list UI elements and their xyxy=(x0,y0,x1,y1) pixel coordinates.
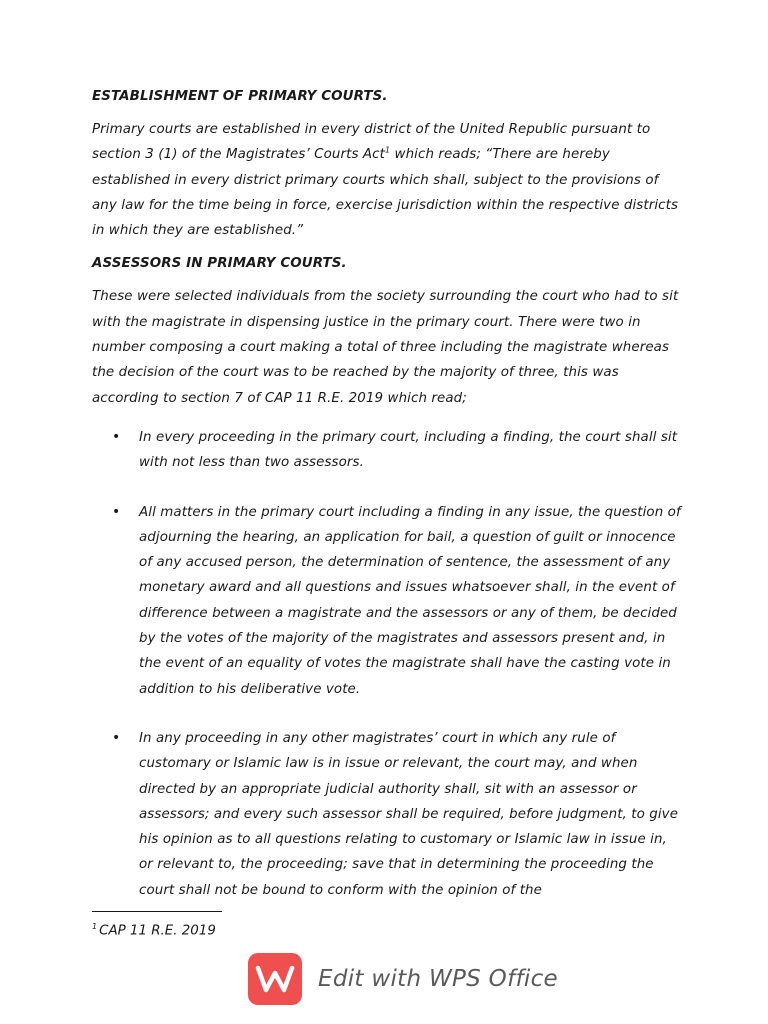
bullet-icon: • xyxy=(112,428,121,445)
paragraph-establishment-text-2: which reads; “There are hereby established in every district primary courts which shall, subject to the provisions of any law for the time being in force, exercise jurisdiction within the respective districts in which they are established.” xyxy=(92,147,679,239)
bullet-list xyxy=(92,425,682,903)
footnote xyxy=(92,916,216,942)
list-item-text: In any proceeding in any other magistrates’ court in which any rule of customary or Islamic law is in issue or relevant, the court may, and when directed by an appropriate judicial authority shall, sit with an assessor or assessors; and every such assessor shall be required, before judgment, to give his opinion as to all questions relating to customary or Islamic law in issue in, or relevant to, the proceeding; save that in determining the proceeding the court shall not be bound to conform with the opinion of the xyxy=(139,730,679,898)
paragraph-assessors: These were selected individuals from the society surrounding the court who had to sit with the magistrate in dispensing justice in the primary court. There were two in number composing a court making a total of three including the magistrate whereas the decision of the court was to be reached by the majority of three, this was according to section 7 of CAP 11 R.E. 2019 which read; xyxy=(92,289,679,406)
paragraph-establishment xyxy=(92,117,682,243)
wps-watermark-text: Edit with WPS Office xyxy=(318,966,558,992)
footnote-reference-mark[interactable]: 1 xyxy=(384,145,391,155)
wps-logo-icon xyxy=(248,953,302,1005)
bullet-icon: • xyxy=(112,729,121,746)
list-item-text: All matters in the primary court including a finding in any issue, the question of adjourning the hearing, an application for bail, a question of guilt or innocence of any accused person, the determination of sentence, the assessment of any monetary award and all questions and issues whatsoever shall, in the event of difference between a magistrate and the assessors or any of them, be decided by the votes of the majority of the magistrates and assessors present and, in the event of an equality of votes the magistrate shall have the casting vote in addition to his deliberative vote. xyxy=(139,504,681,697)
footnote-divider xyxy=(92,911,222,912)
bullet-icon: • xyxy=(112,503,121,520)
list-item xyxy=(92,726,682,903)
list-item xyxy=(92,500,682,702)
heading-assessors: ASSESSORS IN PRIMARY COURTS. xyxy=(92,256,347,272)
document-body xyxy=(92,84,682,903)
wps-logo-glyph xyxy=(255,965,295,993)
footnote-mark: 1 xyxy=(92,922,98,931)
paragraph-establishment-text-1: Primary courts are established in every district of the United Republic pursuant to section 3 (1) of the Magistrates’ Courts Act xyxy=(92,122,651,163)
list-item xyxy=(92,425,682,476)
wps-watermark[interactable] xyxy=(248,953,558,1005)
heading-establishment: ESTABLISHMENT OF PRIMARY COURTS. xyxy=(92,89,388,104)
list-item-text: In every proceeding in the primary court, including a finding, the court shall sit with not less than two assessors. xyxy=(139,429,678,471)
footnote-text: CAP 11 R.E. 2019 xyxy=(99,923,216,939)
